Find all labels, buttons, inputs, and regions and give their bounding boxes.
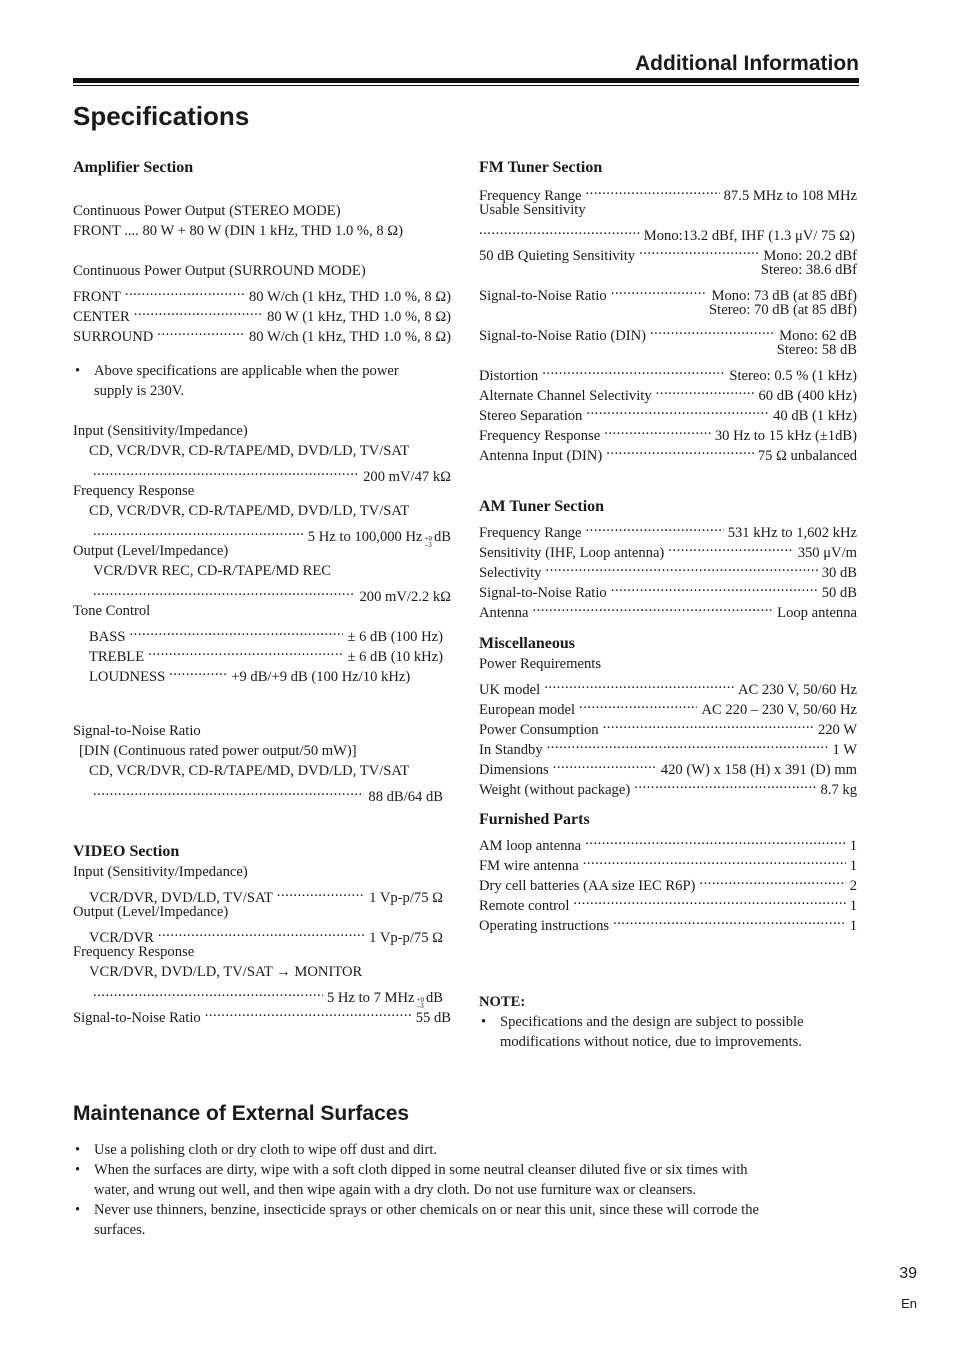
row-label: Distortion — [479, 368, 539, 384]
unit: dB — [425, 990, 443, 1006]
row-value: 80 W + 80 W (DIN 1 kHz, THD 1.0 %, 8 Ω) — [142, 223, 404, 239]
row-value: 1 — [849, 858, 857, 874]
note-title: NOTE: — [479, 994, 526, 1010]
fm-usable-row — [479, 220, 857, 244]
list-item — [73, 1200, 859, 1240]
page-title: Specifications — [73, 101, 250, 131]
page-number: 39 — [899, 1265, 917, 1282]
row-value: 8.7 kg — [820, 782, 857, 798]
stereo-heading: Continuous Power Output (STEREO MODE) — [73, 203, 341, 219]
row-value: 220 W — [817, 722, 857, 738]
bullet-icon: • — [75, 1202, 81, 1218]
dot-leader — [93, 581, 355, 601]
row-label: Signal-to-Noise Ratio — [479, 585, 607, 601]
dot-leader — [603, 714, 814, 734]
misc-power-heading: Power Requirements — [479, 656, 601, 672]
freq-value-row — [73, 521, 451, 549]
output-value-row — [73, 581, 451, 605]
row-label: TREBLE — [89, 649, 145, 665]
video-freq-sources: VCR/DVR, DVD/LD, TV/SAT → MONITOR — [89, 964, 363, 980]
am-section-title: AM Tuner Section — [479, 498, 605, 515]
dot-leader — [583, 850, 846, 870]
row-value: 200 mV/2.2 kΩ — [359, 589, 451, 605]
output-heading: Output (Level/Impedance) — [73, 543, 229, 559]
row-value: 30 Hz to 15 kHz (±1dB) — [714, 428, 857, 444]
row-value: 60 dB (400 kHz) — [758, 388, 857, 404]
video-snr-row — [73, 1002, 451, 1026]
misc-spec-row — [479, 674, 857, 698]
dot-leader — [604, 420, 711, 440]
row-value: 80 W (1 kHz, THD 1.0 %, 8 Ω) — [267, 309, 451, 325]
furnished-section-title: Furnished Parts — [479, 811, 590, 828]
row-label: FRONT — [73, 289, 121, 305]
row-value: 1 Vp-p/75 Ω — [369, 890, 443, 906]
dot-leader — [125, 281, 245, 301]
snr-value-row — [73, 781, 451, 805]
language-code: En — [901, 1296, 917, 1311]
row-value: 1 — [849, 918, 857, 934]
row-label: In Standby — [479, 742, 543, 758]
dot-leader — [573, 890, 845, 910]
fm-snr-row — [479, 280, 857, 304]
fm-quieting-stereo: Stereo: 38.6 dBf — [760, 262, 857, 278]
row-label: Dry cell batteries (AA size IEC R6P) — [479, 878, 696, 894]
dot-leader — [532, 597, 773, 617]
tone-row — [73, 621, 451, 645]
row-label: Alternate Channel Selectivity — [479, 388, 652, 404]
row-label: 50 dB Quieting Sensitivity — [479, 248, 636, 264]
power-note — [73, 361, 451, 401]
row-value: AC 230 V, 50/60 Hz — [737, 682, 857, 698]
dot-leader — [656, 380, 755, 400]
dot-leader — [169, 661, 227, 681]
note-line: supply is 230V. — [94, 383, 185, 399]
row-value: 80 W/ch (1 kHz, THD 1.0 %, 8 Ω) — [248, 329, 451, 345]
snr-sources: CD, VCR/DVR, CD-R/TAPE/MD, DVD/LD, TV/SAT — [89, 763, 410, 779]
video-input-heading: Input (Sensitivity/Impedance) — [73, 864, 248, 880]
tolerance — [425, 536, 432, 548]
dot-leader — [634, 774, 816, 794]
row-label: Sensitivity (IHF, Loop antenna) — [479, 545, 665, 561]
row-value: 5 Hz to 100,000 Hz — [307, 529, 423, 545]
fm-freq-row — [479, 180, 857, 204]
row-value: 1 W — [832, 742, 857, 758]
row-value: 1 Vp-p/75 Ω — [369, 930, 443, 946]
tol-minus: –3 — [424, 541, 432, 549]
row-value: Mono: 73 dB (at 85 dBf) — [711, 288, 857, 304]
dot-leader — [130, 621, 344, 641]
row-label: VCR/DVR, DVD/LD, TV/SAT — [89, 890, 273, 906]
maintenance-title: Maintenance of External Surfaces — [73, 1102, 410, 1125]
tol-minus: –3 — [416, 1002, 424, 1010]
row-value: 531 kHz to 1,602 kHz — [727, 525, 857, 541]
section-header: Additional Information — [635, 52, 859, 75]
header-rule-thin — [73, 85, 859, 86]
dot-leader — [93, 781, 364, 801]
unit: dB — [433, 529, 451, 545]
note-line: modifications without notice, due to improvements. — [500, 1034, 802, 1050]
item-text: surfaces. — [94, 1222, 146, 1238]
row-value: 55 dB — [415, 1010, 451, 1026]
dot-leader — [134, 301, 263, 321]
row-value: +9 dB/+9 dB (100 Hz/10 kHz) — [231, 669, 411, 685]
fm-snr-din-stereo: Stereo: 58 dB — [776, 342, 857, 358]
dot-leader — [650, 320, 775, 340]
row-label: Selectivity — [479, 565, 542, 581]
dot-leader — [93, 521, 304, 541]
note-item — [479, 1012, 857, 1052]
row-value: 5 Hz to 7 MHz — [326, 990, 415, 1006]
item-text: water, and wrung out well, and then wipe again with a dry cloth. Do not use furniture wax or cleansers. — [94, 1182, 697, 1198]
tone-heading: Tone Control — [73, 603, 151, 619]
row-label: VCR/DVR — [89, 930, 154, 946]
dot-leader — [148, 641, 343, 661]
row-value: 1 — [849, 898, 857, 914]
dot-leader — [277, 882, 365, 902]
video-input-row — [73, 882, 451, 906]
dot-leader — [611, 577, 818, 597]
tol-plus: +0 — [416, 996, 424, 1004]
video-freq-heading: Frequency Response — [73, 944, 195, 960]
row-label: Antenna Input (DIN) — [479, 448, 603, 464]
dot-leader — [544, 674, 734, 694]
row-value: 200 mV/47 kΩ — [363, 469, 451, 485]
furnished-row — [479, 830, 857, 854]
dot-leader — [611, 280, 708, 300]
misc-section-title: Miscellaneous — [479, 635, 575, 652]
am-spec-row — [479, 597, 857, 621]
row-label: Weight (without package) — [479, 782, 631, 798]
row-value: AC 220 – 230 V, 50/60 Hz — [701, 702, 857, 718]
row-label: BASS — [89, 629, 126, 645]
row-label: Frequency Range — [479, 188, 582, 204]
input-heading: Input (Sensitivity/Impedance) — [73, 423, 248, 439]
fm-spec-row — [479, 360, 857, 384]
amplifier-section-title: Amplifier Section — [73, 159, 194, 176]
fm-usable-heading: Usable Sensitivity — [479, 202, 586, 218]
dot-leader — [586, 180, 720, 200]
dot-leader — [699, 870, 845, 890]
input-value-row — [73, 461, 451, 485]
dot-leader — [542, 360, 725, 380]
dot-leader — [613, 910, 846, 930]
row-value: 88 dB/64 dB — [368, 789, 443, 805]
surround-row — [73, 281, 451, 305]
row-label: Power Consumption — [479, 722, 599, 738]
header-rule — [73, 78, 859, 83]
bullet-icon: • — [75, 1142, 81, 1158]
right-column — [479, 158, 857, 1052]
row-value: 350 μV/m — [797, 545, 857, 561]
dot-leader — [545, 557, 817, 577]
row-label: Operating instructions — [479, 918, 610, 934]
dot-leader — [93, 461, 359, 481]
item-text: Never use thinners, benzine, insecticide sprays or other chemicals on or near this unit, since these will corrode the — [94, 1202, 760, 1218]
maintenance-list — [73, 1140, 859, 1240]
row-label: Remote control — [479, 898, 570, 914]
row-label: Frequency Response — [479, 428, 601, 444]
row-label: CENTER — [73, 309, 130, 325]
item-text: When the surfaces are dirty, wipe with a soft cloth dipped in some neutral cleanser diluted five or six times with — [94, 1162, 748, 1178]
row-value: Mono: 20.2 dBf — [763, 248, 857, 264]
snr-heading: Signal-to-Noise Ratio — [73, 723, 201, 739]
left-column — [73, 158, 451, 1026]
list-item — [73, 1140, 859, 1160]
dot-leader — [586, 400, 769, 420]
dot-leader — [547, 734, 829, 754]
bullet-icon: • — [75, 363, 81, 379]
surround-heading: Continuous Power Output (SURROUND MODE) — [73, 263, 366, 279]
row-value: 30 dB — [821, 565, 857, 581]
row-value: Stereo: 0.5 % (1 kHz) — [729, 368, 857, 384]
dot-leader — [205, 1002, 412, 1022]
row-label: LOUDNESS — [89, 669, 166, 685]
stereo-front-row — [73, 221, 451, 241]
row-value: 50 dB — [821, 585, 857, 601]
dot-leader — [157, 321, 245, 341]
video-freq-row — [73, 982, 451, 1010]
row-value: 80 W/ch (1 kHz, THD 1.0 %, 8 Ω) — [248, 289, 451, 305]
row-value: Mono: 62 dB — [779, 328, 857, 344]
row-label: Dimensions — [479, 762, 549, 778]
video-output-row — [73, 922, 451, 946]
row-label: Antenna — [479, 605, 529, 621]
row-label: European model — [479, 702, 576, 718]
video-section-title: VIDEO Section — [73, 843, 180, 860]
row-label: AM loop antenna — [479, 838, 582, 854]
list-item — [73, 1160, 859, 1200]
row-label: Signal-to-Noise Ratio — [73, 1010, 201, 1026]
dot-leader — [586, 517, 724, 537]
dot-leader — [668, 537, 793, 557]
tol-plus: +0 — [424, 535, 432, 543]
row-value: ± 6 dB (10 kHz) — [347, 649, 443, 665]
fm-snr-stereo: Stereo: 70 dB (at 85 dBf) — [709, 302, 857, 318]
dot-leader — [479, 220, 640, 240]
dot-leader — [579, 694, 697, 714]
row-label: Signal-to-Noise Ratio — [479, 288, 607, 304]
input-sources: CD, VCR/DVR, CD-R/TAPE/MD, DVD/LD, TV/SAT — [89, 443, 410, 459]
row-value: Loop antenna — [777, 605, 857, 621]
snr-din: [DIN (Continuous rated power output/50 mW)] — [79, 743, 357, 759]
freq-heading: Frequency Response — [73, 483, 195, 499]
fm-snr-din-row — [479, 320, 857, 344]
row-value: 1 — [849, 838, 857, 854]
row-label: Stereo Separation — [479, 408, 583, 424]
am-spec-row — [479, 517, 857, 541]
video-output-heading: Output (Level/Impedance) — [73, 904, 229, 920]
dot-leader — [639, 240, 759, 260]
freq-sources: CD, VCR/DVR, CD-R/TAPE/MD, DVD/LD, TV/SAT — [89, 503, 410, 519]
dot-leader — [93, 982, 323, 1002]
dot-leader — [606, 440, 754, 460]
row-label: FM wire antenna — [479, 858, 579, 874]
row-label: UK model — [479, 682, 541, 698]
row-value: Mono:13.2 dBf, IHF (1.3 μV/ 75 Ω) — [643, 228, 855, 244]
dot-leader — [553, 754, 657, 774]
bullet-icon: • — [481, 1014, 487, 1030]
row-value: 87.5 MHz to 108 MHz — [723, 188, 857, 204]
row-label: FRONT .... — [73, 223, 139, 239]
fm-section-title: FM Tuner Section — [479, 159, 603, 176]
row-value: 2 — [849, 878, 857, 894]
row-label: Signal-to-Noise Ratio (DIN) — [479, 328, 646, 344]
dot-leader — [585, 830, 846, 850]
output-sources: VCR/DVR REC, CD-R/TAPE/MD REC — [93, 563, 332, 579]
row-label: SURROUND — [73, 329, 154, 345]
row-value: 75 Ω unbalanced — [757, 448, 857, 464]
row-value: ± 6 dB (100 Hz) — [347, 629, 443, 645]
note-line: Specifications and the design are subject to possible — [500, 1014, 804, 1030]
item-text: Use a polishing cloth or dry cloth to wipe off dust and dirt. — [94, 1142, 438, 1158]
dot-leader — [158, 922, 365, 942]
bullet-icon: • — [75, 1162, 81, 1178]
note-line: Above specifications are applicable when the power — [94, 363, 399, 379]
row-value: 40 dB (1 kHz) — [773, 408, 857, 424]
row-label: Frequency Range — [479, 525, 582, 541]
row-value: 420 (W) x 158 (H) x 391 (D) mm — [660, 762, 857, 778]
